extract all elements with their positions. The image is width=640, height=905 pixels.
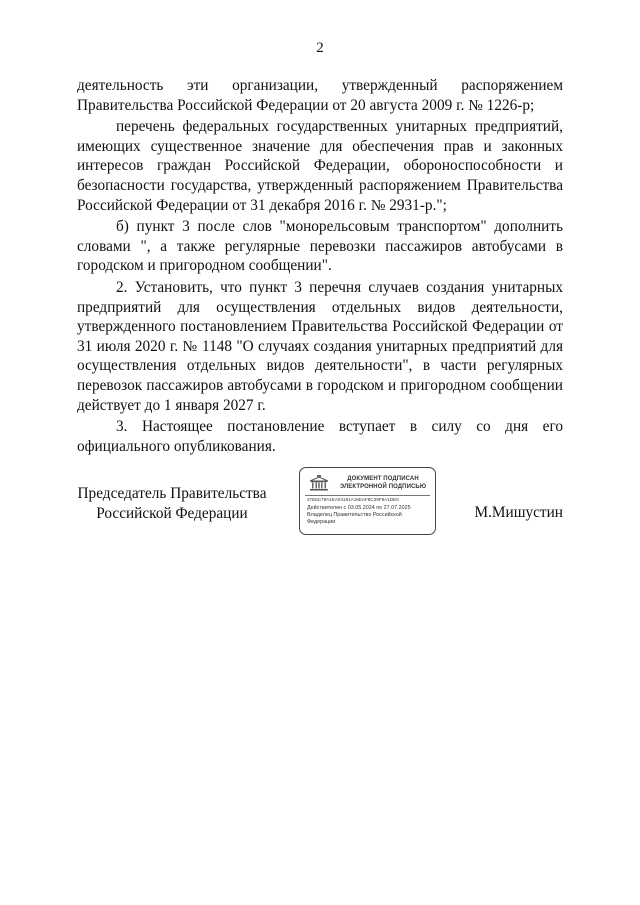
stamp-title-line1: ДОКУМЕНТ ПОДПИСАН	[347, 476, 419, 482]
stamp-validity-period: Действителен с 03.05.2024 по 27.07.2025	[307, 505, 411, 511]
government-building-icon	[308, 474, 330, 492]
paragraph-enterprise-list: перечень федеральных государственных унитарных предприятий, имеющих существенное значение для обеспечения прав и законных интересов граждан Российской Федерации, обороноспособности и безопасности государства, утвержденный распоряжением Правительства Российской Федерации от 31 декабря 2016 г. № 2931-р.";	[77, 118, 563, 214]
paragraph-continuation: деятельность эти организации, утвержденный распоряжением Правительства Российской Федерации от 20 августа 2009 г. № 1226-р;	[77, 77, 563, 114]
paragraph-point-2: 2. Установить, что пункт 3 перечня случаев создания унитарных предприятий для осуществления отдельных видов деятельности, утвержденного постановлением Правительства Российской Федерации от 31 июля 2020 г. № 1148 "О случаях создания унитарных предприятий для осуществления отдельных видов деятельности", в части регулярных перевозок пассажиров автобусами в городском и пригородном сообщении действует до 1 января 2027 г.	[77, 278, 563, 414]
electronic-signature-stamp	[299, 467, 436, 535]
paragraph-point-3: 3. Настоящее постановление вступает в силу со дня его официального опубликования.	[77, 418, 563, 455]
paragraph-point-b: б) пункт 3 после слов "монорельсовым транспортом" дополнить словами ", а также регулярные перевозки пассажиров автобусами в городском и пригородном сообщении".	[77, 218, 563, 275]
stamp-certificate-serial: 27E6C79A1EA04181A16EAF8C39F9A1DE0	[307, 497, 399, 502]
stamp-title	[334, 475, 432, 491]
stamp-divider	[305, 495, 430, 496]
signatory-position	[77, 484, 267, 523]
stamp-title-line2: ЭЛЕКТРОННОЙ ПОДПИСЬЮ	[339, 484, 427, 490]
document-body	[77, 76, 563, 458]
signatory-name: М.Мишустин	[474, 504, 563, 521]
signatory-position-line1: Председатель Правительства	[77, 485, 267, 502]
stamp-owner: Владелец Правительство Российской Федерации	[307, 512, 402, 525]
page-number: 2	[316, 40, 324, 56]
signatory-position-line2: Российской Федерации	[96, 504, 248, 522]
